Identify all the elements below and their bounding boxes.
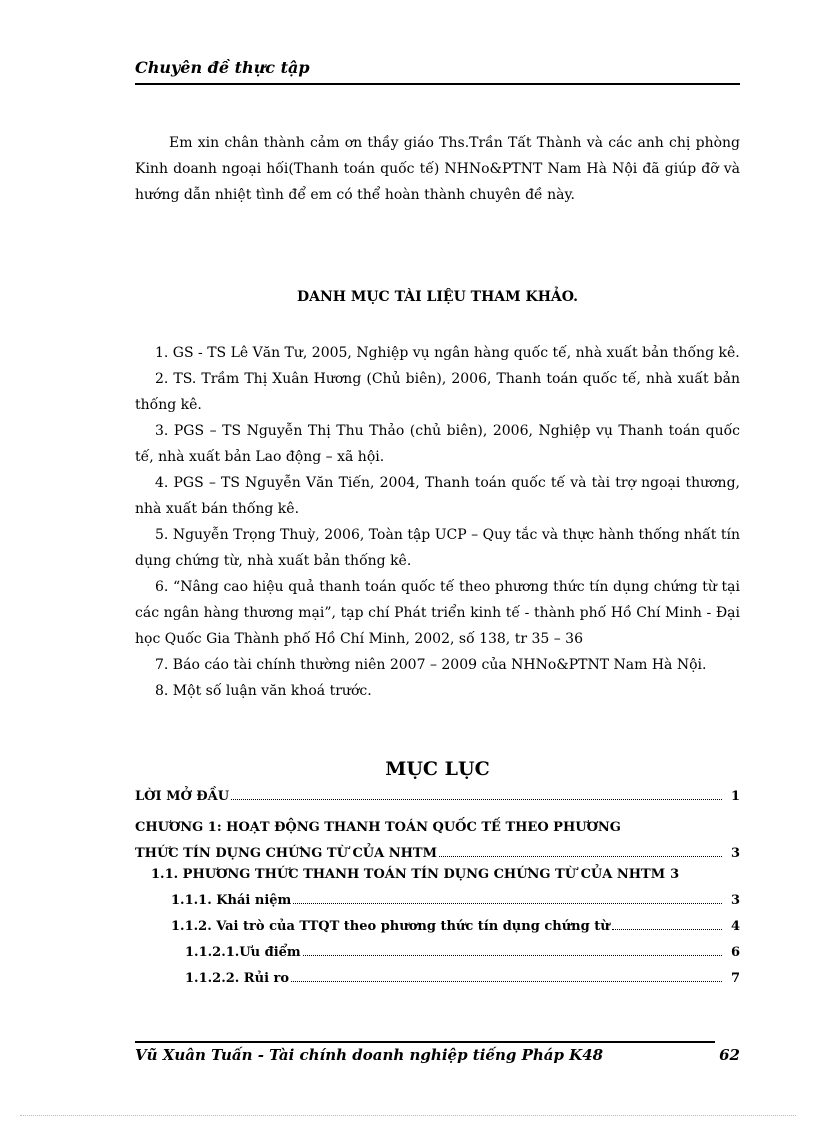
page-footer-author: Vũ Xuân Tuấn - Tài chính doanh nghiệp tiếng Pháp K48 <box>135 1046 604 1064</box>
footer-rule <box>135 1041 715 1043</box>
toc-leader-dots <box>231 798 722 800</box>
page-header-title: Chuyên đề thực tập <box>135 58 310 77</box>
reference-item: 6. “Nâng cao hiệu quả thanh toán quốc tế theo phương thức tín dụng chứng từ tại các ngân hàng thương mại”, tạp chí Phát triển kinh tế - thành phố Hồ Chí Minh - Đại học Quốc Gia Thành phố Hồ Chí Minh, 2002, số 138, tr 35 – 36 <box>135 579 740 647</box>
reference-item: 5. Nguyễn Trọng Thuỳ, 2006, Toàn tập UCP – Quy tắc và thực hành thống nhất tín dụng chứng từ, nhà xuất bản thống kê. <box>135 527 740 569</box>
toc-title: MỤC LỤC <box>385 758 490 780</box>
toc-entry-intro[interactable] <box>135 789 740 815</box>
toc-entry-label: 1.1.2. Vai trò của TTQT theo phương thức tín dụng chứng từ <box>171 919 610 934</box>
toc-entry-1-1-2-1[interactable] <box>135 945 740 971</box>
toc-entry-chapter-1[interactable] <box>135 815 740 867</box>
reference-item: 4. PGS – TS Nguyễn Văn Tiến, 2004, Thanh toán quốc tế và tài trợ ngoại thương, nhà xuất bán thống kê. <box>135 475 740 517</box>
toc-leader-dots <box>439 855 722 857</box>
toc-entry-1-1[interactable] <box>135 867 740 893</box>
toc-entry-1-1-2-2[interactable] <box>135 971 740 997</box>
toc-entry-page: 4 <box>730 919 740 934</box>
toc-entry-label: LỜI MỞ ĐẦU <box>135 789 230 804</box>
header-rule <box>135 83 740 85</box>
toc-leader-dots <box>303 954 722 956</box>
acknowledgement-paragraph: Em xin chân thành cảm ơn thầy giáo Ths.Trần Tất Thành và các anh chị phòng Kinh doanh ngoại hối(Thanh toán quốc tế) NHNo&PTNT Nam Hà Nội đã giúp đỡ và hướng dẫn nhiệt tình để em có thể hoàn thành chuyên đề này. <box>135 135 740 203</box>
toc-leader-dots <box>612 928 722 930</box>
toc-entry-1-1-2[interactable] <box>135 919 740 945</box>
page-number: 62 <box>719 1046 740 1064</box>
references-list <box>135 340 740 704</box>
reference-item: 1. GS - TS Lê Văn Tư, 2005, Nghiệp vụ ngân hàng quốc tế, nhà xuất bản thống kê. <box>155 345 740 361</box>
toc-entry-label: 1.1.1. Khái niệm <box>171 893 292 908</box>
reference-item: 3. PGS – TS Nguyễn Thị Thu Thảo (chủ biên), 2006, Nghiệp vụ Thanh toán quốc tế, nhà xuất bản Lao động – xã hội. <box>135 423 740 465</box>
toc-entry-label: 1.1.2.2. Rủi ro <box>185 971 290 986</box>
toc-entry-1-1-1[interactable] <box>135 893 740 919</box>
reference-item: 7. Báo cáo tài chính thường niên 2007 – 2009 của NHNo&PTNT Nam Hà Nội. <box>155 657 707 673</box>
page-bottom-border <box>20 1115 796 1116</box>
toc-entry-page: 3 <box>670 867 680 882</box>
toc-entry-label: 1.1.2.1.Ưu điểm <box>185 945 301 960</box>
toc-entry-page: 3 <box>730 846 740 861</box>
toc-entry-page: 7 <box>730 971 740 986</box>
toc-leader-dots <box>293 902 722 904</box>
toc-entry-label-line1: CHƯƠNG 1: HOẠT ĐỘNG THANH TOÁN QUỐC TẾ THEO PHƯƠNG <box>135 820 621 835</box>
toc-entry-line2 <box>135 841 740 867</box>
toc-entry-page: 6 <box>730 945 740 960</box>
toc-entry-label: 1.1. PHƯƠNG THỨC THANH TOÁN TÍN DỤNG CHỨNG TỪ CỦA NHTM <box>151 867 666 882</box>
toc-entry-page: 1 <box>730 789 740 804</box>
reference-item: 2. TS. Trầm Thị Xuân Hương (Chủ biên), 2006, Thanh toán quốc tế, nhà xuất bản thống kê. <box>135 371 740 413</box>
toc-entry-page: 3 <box>730 893 740 908</box>
toc-leader-dots <box>291 980 722 982</box>
references-title: DANH MỤC TÀI LIỆU THAM KHẢO. <box>296 289 579 305</box>
reference-item: 8. Một số luận văn khoá trước. <box>155 683 372 699</box>
table-of-contents <box>135 789 740 997</box>
toc-entry-label-line2: THỨC TÍN DỤNG CHỨNG TỪ CỦA NHTM <box>135 846 437 861</box>
